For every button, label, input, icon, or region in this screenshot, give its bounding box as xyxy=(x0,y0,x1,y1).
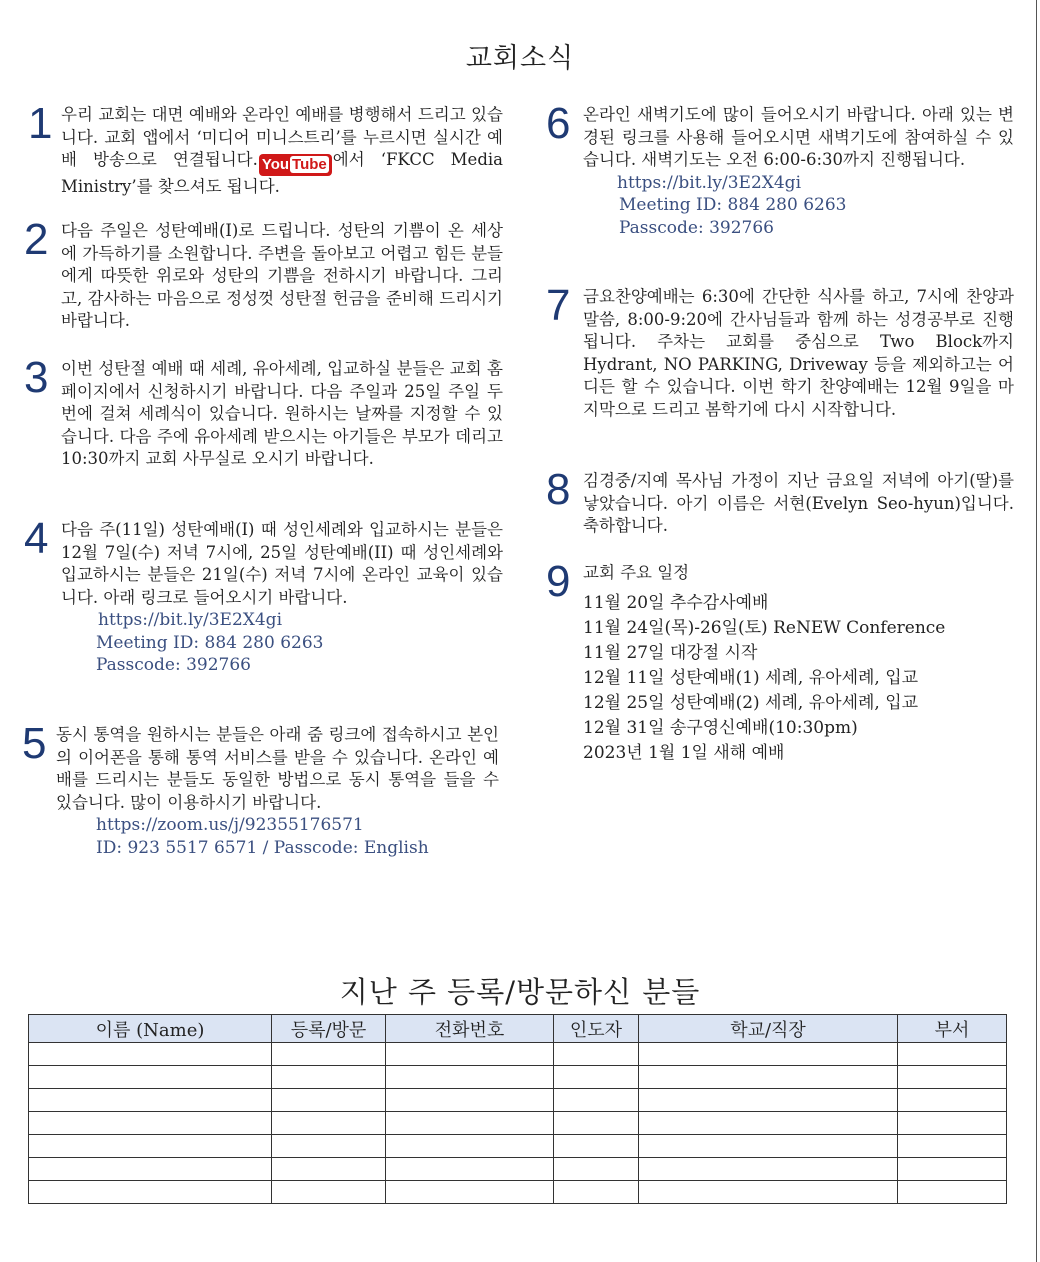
link-text[interactable]: https://bit.ly/3E2X4gi xyxy=(98,610,283,630)
table-row xyxy=(29,1135,1007,1158)
schedule-item: 11월 24일(목)-26일(토) ReNEW Conference xyxy=(583,617,946,638)
schedule-item: 12월 31일 송구영신예배(10:30pm) xyxy=(583,717,858,738)
schedule-item: 11월 27일 대강절 시작 xyxy=(583,642,758,663)
notice-9 xyxy=(546,557,1014,766)
notice-number: 4 xyxy=(24,514,49,563)
header-phone: 전화번호 xyxy=(386,1015,554,1043)
notice-text: 이번 성탄절 예배 때 세례, 유아세례, 입교하실 분들은 교회 홈페이지에서 신청하시기 바랍니다. 다음 주일과 25일 주일 두 번에 걸쳐 세례식이 있습니다. 원하시는 날짜를 지정할 수 있습니다. 다음 주에 유아세례 받으시는 아기들은 부모가 데리고 10:30까지 교회 사무실로 오시기 바랍니다. xyxy=(61,359,503,468)
notice-7 xyxy=(546,281,1014,421)
meeting-id: Meeting ID: 884 280 6263 xyxy=(619,195,847,215)
header-guide: 인도자 xyxy=(554,1015,639,1043)
notice-text: 다음 주일은 성탄예배(I)로 드립니다. 성탄의 기쁨이 온 세상에 가득하기를 소원합니다. 주변을 돌아보고 어렵고 힘든 분들에게 따뜻한 위로와 성탄의 기쁨을 전하시기 바랍니다. 그리고, 감사하는 마음으로 정성껏 성탄절 헌금을 준비해 드리시기 바랍니다. xyxy=(61,221,503,330)
table-row xyxy=(29,1181,1007,1204)
notice-text: 김경중/지예 목사님 가정이 지난 금요일 저녁에 아기(딸)를 낳았습니다. 아기 이름은 서현(Evelyn Seo-hyun)입니다. 축하합니다. xyxy=(583,471,1014,535)
registration-title: 지난 주 등록/방문하신 분들 xyxy=(339,975,701,1009)
notice-number: 3 xyxy=(24,353,49,402)
schedule-item: 2023년 1월 1일 새해 예배 xyxy=(583,742,785,763)
schedule-item: 12월 25일 성탄예배(2) 세례, 유아세례, 입교 xyxy=(583,692,919,713)
notice-number: 1 xyxy=(28,99,53,148)
notice-text: 금요찬양예배는 6:30에 간단한 식사를 하고, 7시에 찬양과 말씀, 8:00-9:20에 간사님들과 함께 하는 성경공부로 진행됩니다. 주차는 교회를 중심으로 Two Block까지 Hydrant, NO PARKING, Driveway 등을 제외하고는 어디든 할 수 있습니다. 이번 학기 찬양예배는 12월 9일을 마지막으로 드리고 봄학기에 다시 시작합니다. xyxy=(583,287,1014,419)
notice-number: 6 xyxy=(546,99,571,148)
zoom-link[interactable]: https://zoom.us/j/92355176571 xyxy=(96,815,364,835)
passcode: Passcode: 392766 xyxy=(96,655,251,675)
schedule-item: 12월 11일 성탄예배(1) 세례, 유아세례, 입교 xyxy=(583,667,919,688)
schedule-item: 11월 20일 추수감사예배 xyxy=(583,592,769,613)
schedule-list xyxy=(583,591,1014,766)
notice-text-continued: 에서 ‘FKCC Media Ministry’를 찾으셔도 됩니다. xyxy=(61,150,503,196)
table-row xyxy=(29,1043,1007,1066)
header-name: 이름 (Name) xyxy=(29,1015,272,1043)
page-title: 교회소식 xyxy=(465,43,575,74)
notice-1 xyxy=(28,99,503,199)
header-school-work: 학교/직장 xyxy=(639,1015,898,1043)
passcode: Passcode: 392766 xyxy=(619,217,774,238)
notice-text: 온라인 새벽기도에 많이 들어오시기 바랍니다. 아래 있는 변경된 링크를 사용해 들어오시면 새벽기도에 참여하실 수 있습니다. 새벽기도는 오전 6:00-6:30까지 진행됩니다. xyxy=(583,105,1014,169)
notice-number: 5 xyxy=(22,719,47,768)
notice-text: 우리 교회는 대면 예배와 온라인 예배를 병행해서 드리고 있습니다. 교회 앱에서 ‘미디어 미니스트리’를 누르시면 실시간 예배 방송으로 연결됩니다. xyxy=(61,105,503,169)
notice-text: 다음 주(11일) 성탄예배(I) 때 성인세례와 입교하시는 분들은 12월 7일(수) 저녁 7시에, 25일 성탄예배(II) 때 성인세례와 입교하시는 분들은 21일(수) 저녁 7시에 온라인 교육이 있습니다. 아래 링크로 들어오시기 바랍니다. xyxy=(61,520,503,607)
header-register-visit: 등록/방문 xyxy=(272,1015,386,1043)
meeting-id: Meeting ID: 884 280 6263 xyxy=(96,632,324,653)
notice-3 xyxy=(24,353,503,471)
table-row xyxy=(29,1066,1007,1089)
page-edge-line xyxy=(1036,0,1037,1262)
table-row xyxy=(29,1089,1007,1112)
notice-text: 동시 통역을 원하시는 분들은 아래 줌 링크에 접속하시고 본인의 이어폰을 통해 통역 서비스를 받을 수 있습니다. 온라인 예배를 드리시는 분들도 동일한 방법으로 동시 통역을 들을 수 있습니다. 많이 이용하시기 바랍니다. xyxy=(56,725,499,812)
notice-number: 8 xyxy=(546,465,571,514)
schedule-heading: 교회 주요 일정 xyxy=(583,563,690,582)
notice-number: 9 xyxy=(546,557,571,606)
notice-5 xyxy=(22,719,499,859)
header-department: 부서 xyxy=(898,1015,1007,1043)
notice-6 xyxy=(546,99,1014,239)
table-row xyxy=(29,1158,1007,1181)
youtube-logo-icon[interactable]: You Tube xyxy=(259,154,332,176)
notice-8 xyxy=(546,465,1014,538)
link-text[interactable]: https://bit.ly/3E2X4gi xyxy=(617,172,802,193)
table-row xyxy=(29,1112,1007,1135)
notice-number: 7 xyxy=(546,281,571,330)
notice-4 xyxy=(24,514,503,677)
registration-table xyxy=(28,1014,1007,1204)
zoom-id-passcode: ID: 923 5517 6571 / Passcode: English xyxy=(96,837,429,858)
notice-2 xyxy=(24,215,503,333)
notice-number: 2 xyxy=(24,215,49,264)
table-header-row xyxy=(29,1015,1007,1043)
